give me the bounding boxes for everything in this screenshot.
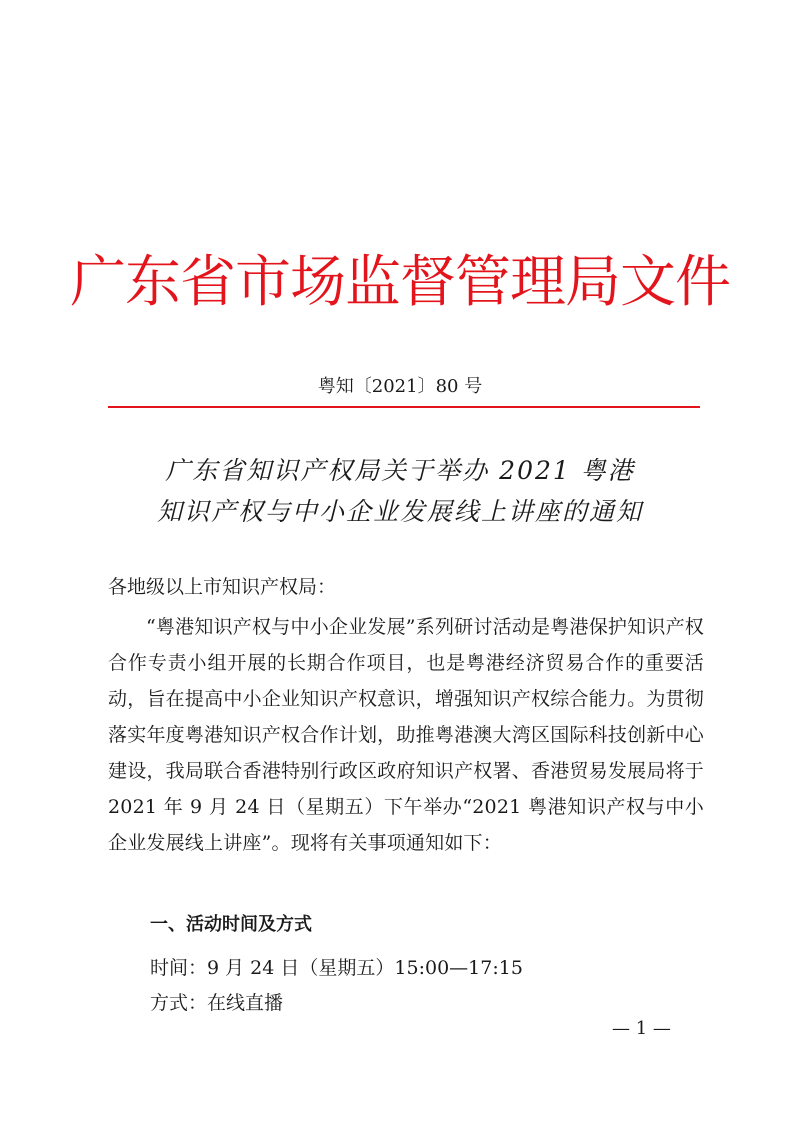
- page-number: — 1 —: [612, 1018, 671, 1039]
- body-paragraph: “粤港知识产权与中小企业发展”系列研讨活动是粤港保护知识产权合作专责小组开展的长期合作项目，也是粤港经济贸易合作的重要活动，旨在提高中小企业知识产权意识，增强知识产权综合能力。为贯彻落实年度粤港知识产权合作计划，助推粤港澳大湾区国际科技创新中心建设，我局联合香港特别行政区政府知识产权署、香港贸易发展局将于 2021 年 9 月 24 日（星期五）下午举办“2021 粤港知识产权与中小企业发展线上讲座”。现将有关事项通知如下：: [108, 616, 704, 854]
- event-method-label: 方式：: [150, 992, 208, 1014]
- salutation: 各地级以上市知识产权局：: [108, 576, 337, 598]
- notice-title-line-2: 知识产权与中小企业发展线上讲座的通知: [156, 497, 643, 526]
- event-method-line: [150, 986, 283, 1020]
- event-time-label: 时间：: [150, 957, 208, 979]
- red-divider-rule: [108, 406, 700, 408]
- event-time-line: [150, 951, 523, 985]
- event-method-value: 在线直播: [207, 992, 284, 1014]
- section-heading-time-and-method: 一、活动时间及方式: [150, 914, 312, 935]
- event-time-value: 9 月 24 日（星期五）15:00—17:15: [207, 957, 523, 979]
- document-masthead: 广东省市场监督管理局文件: [70, 250, 730, 315]
- document-number: 粤知〔2021〕80 号: [317, 376, 483, 397]
- notice-title-line-1: 广东省知识产权局关于举办 2021 粤港: [165, 456, 635, 485]
